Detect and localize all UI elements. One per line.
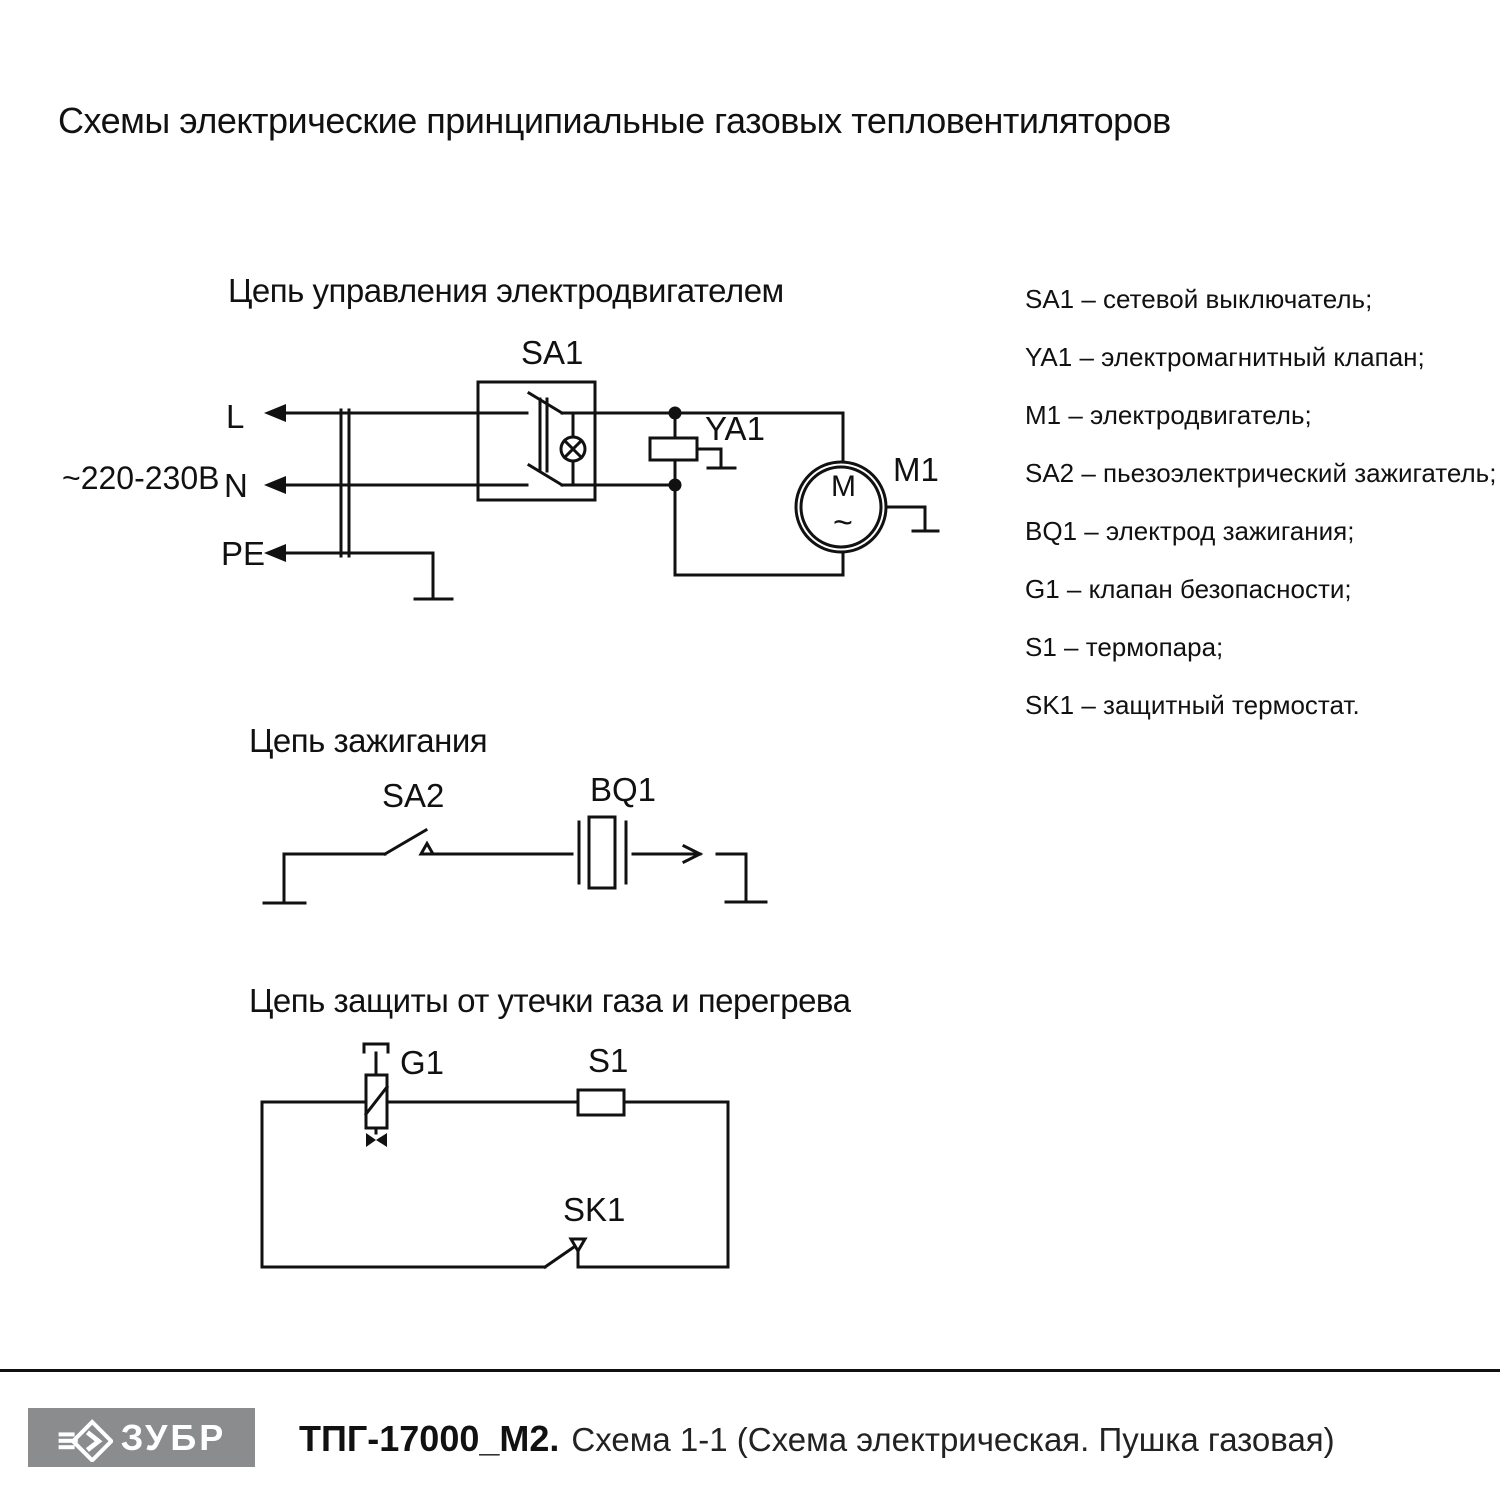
legend-item-g1: G1 – клапан безопасности; <box>1025 574 1352 604</box>
circuit1-title: Цепь управления электродвигателем <box>228 272 784 309</box>
legend <box>1025 284 1496 721</box>
legend-item-sa1: SA1 – сетевой выключатель; <box>1025 284 1373 314</box>
zubr-logo-icon <box>57 1414 113 1462</box>
sa2-piezo-triangle <box>421 844 433 855</box>
label-ya1: YA1 <box>705 410 765 447</box>
motor-ground-lead <box>886 507 925 530</box>
wire-pe <box>284 553 433 598</box>
label-l: L <box>226 398 245 435</box>
footer-divider <box>0 1369 1500 1372</box>
zubr-logo-text: ЗУБР <box>120 1416 227 1458</box>
ya1-ground-lead <box>697 449 721 467</box>
label-m1: M1 <box>893 451 939 488</box>
wire-motor-return <box>675 485 843 575</box>
circuit-protection <box>262 1042 728 1267</box>
label-sk1: SK1 <box>563 1191 626 1228</box>
footer-caption <box>299 1418 1335 1460</box>
circuit3-title: Цепь защиты от утечки газа и перегрева <box>249 982 851 1019</box>
scheme-subtitle: Схема 1-1 (Схема электрическая. Пушка газовая) <box>571 1421 1335 1458</box>
g1-diagonal <box>366 1087 387 1114</box>
label-bq1: BQ1 <box>590 771 657 808</box>
sk1-blade <box>545 1247 574 1267</box>
lamp-cross <box>565 441 582 458</box>
bq1-body <box>589 817 615 888</box>
page-title: Схемы электрические принципиальные газовых тепловентиляторов <box>58 100 1171 141</box>
sa2-blade <box>385 830 426 854</box>
zubr-logo <box>28 1408 255 1467</box>
cable-marker <box>341 410 349 556</box>
label-sa2: SA2 <box>382 777 445 814</box>
legend-item-ya1: YA1 – электромагнитный клапан; <box>1025 342 1425 372</box>
legend-item-bq1: BQ1 – электрод зажигания; <box>1025 516 1355 546</box>
legend-item-sk1: SK1 – защитный термостат. <box>1025 690 1360 720</box>
model-number: ТПГ-17000_М2. <box>299 1418 560 1459</box>
g1-top-terminal <box>364 1044 388 1052</box>
sa1-switch-box <box>478 382 595 500</box>
label-pe: PE <box>221 535 266 572</box>
s1-thermocouple-body <box>578 1090 624 1115</box>
circuit-ignition <box>264 771 766 903</box>
circuit-motor-control <box>62 334 939 599</box>
sa1-coupling <box>540 399 547 471</box>
g1-bowtie-left <box>366 1133 376 1147</box>
motor-sine-symbol: ~ <box>833 504 853 542</box>
wire-l-out <box>562 413 843 462</box>
legend-item-sa2: SA2 – пьезоэлектрический зажигатель; <box>1025 458 1497 488</box>
motor-letter: M <box>831 470 856 503</box>
g1-bowtie-right <box>376 1133 387 1147</box>
label-g1: G1 <box>400 1044 445 1081</box>
label-n: N <box>224 467 248 504</box>
voltage-label: ~220-230В <box>62 460 220 496</box>
legend-item-s1: S1 – термопара; <box>1025 632 1224 662</box>
legend-item-m1: M1 – электродвигатель; <box>1025 400 1312 430</box>
ign-right-terminal <box>717 854 746 901</box>
circuit2-title: Цепь зажигания <box>249 722 488 759</box>
ya1-coil <box>650 438 697 460</box>
label-s1: S1 <box>588 1042 629 1079</box>
label-sa1: SA1 <box>521 334 584 371</box>
